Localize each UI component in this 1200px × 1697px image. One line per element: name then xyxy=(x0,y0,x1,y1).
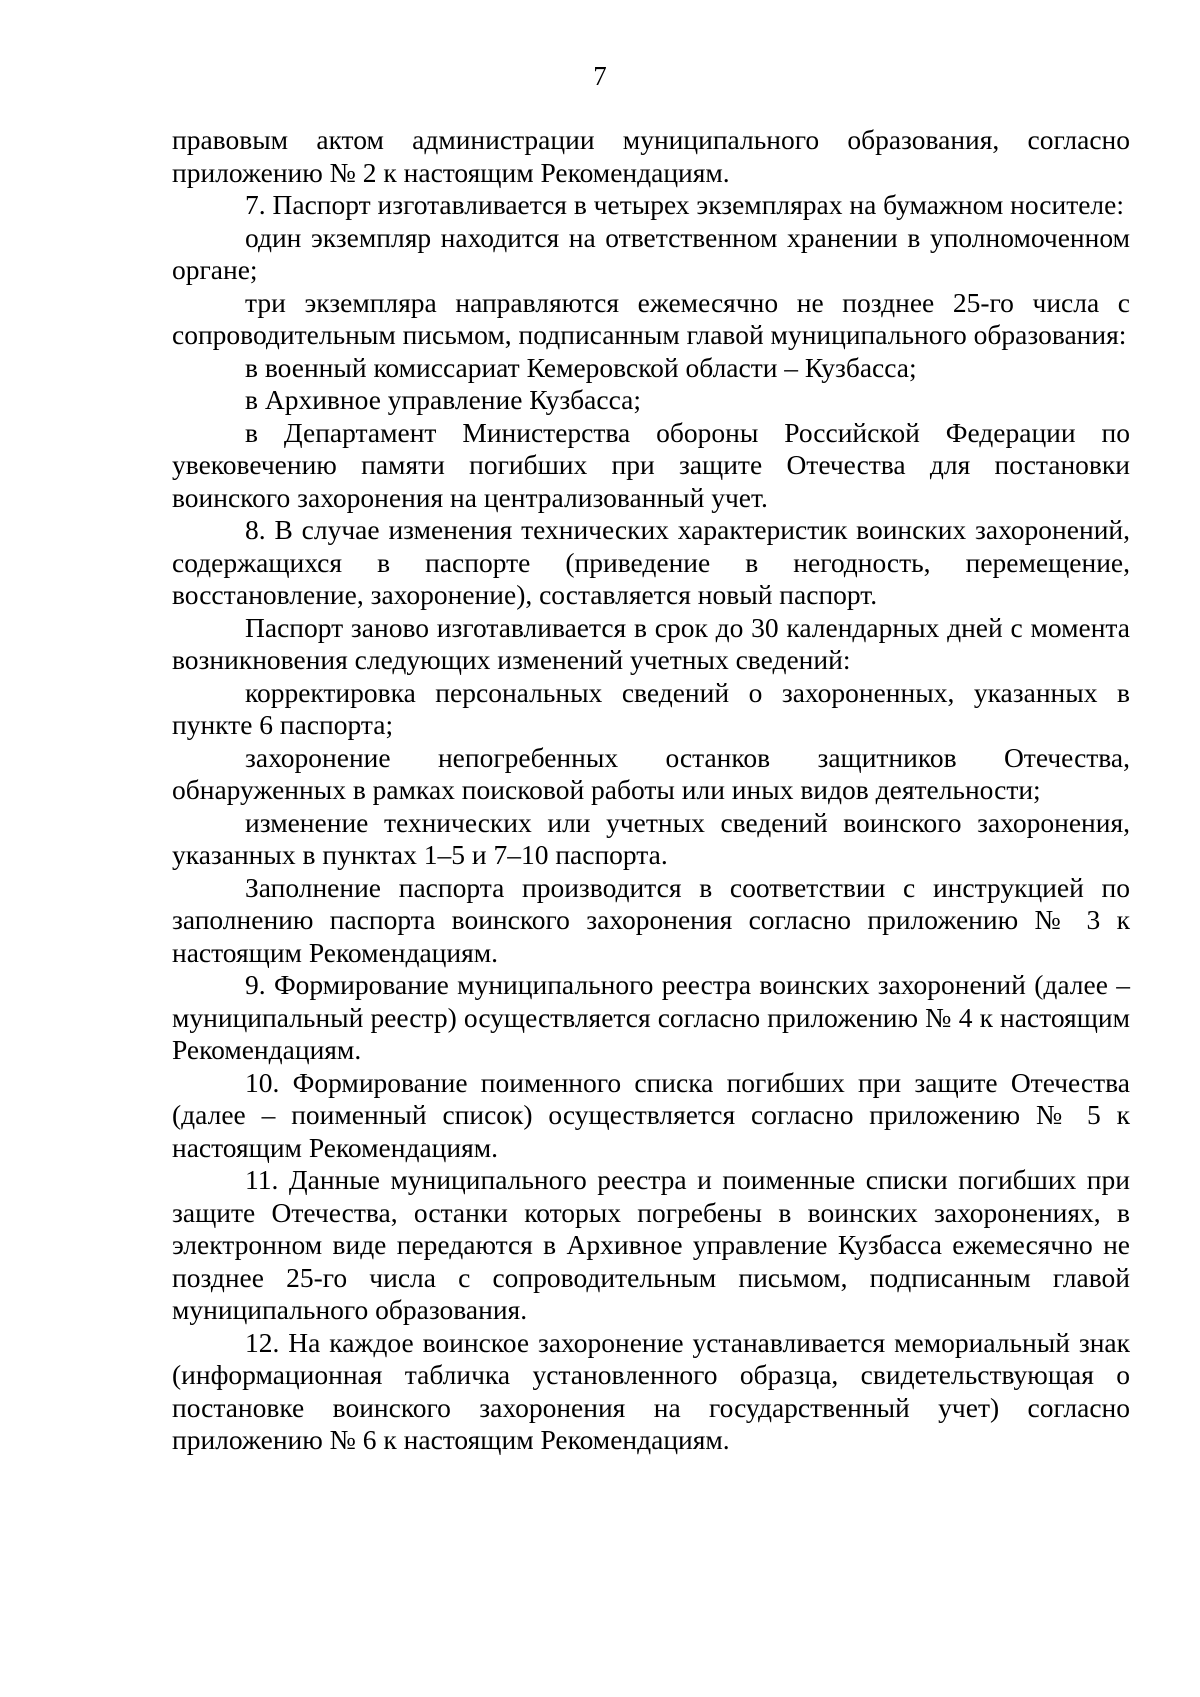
paragraph: корректировка персональных сведений о захороненных, указанных в пункте 6 паспорта; xyxy=(172,676,1130,740)
paragraph: 12. На каждое воинское захоронение устанавливается мемориальный знак (информационная табличка установленного образца, свидетельствующая о постановке воинского захоронения на государственный учет) согласно приложению № 6 к настоящим Рекомендациям. xyxy=(172,1326,1130,1455)
paragraph: в военный комиссариат Кемеровской области – Кузбасса; xyxy=(245,351,917,383)
paragraph: правовым актом администрации муниципального образования, согласно приложению № 2 к настоящим Рекомендациям. xyxy=(172,124,1130,188)
paragraph: 7. Паспорт изготавливается в четырех экземплярах на бумажном носителе: xyxy=(245,189,1125,220)
paragraph: в Архивное управление Кузбасса; xyxy=(245,384,641,415)
paragraph: изменение технических или учетных сведений воинского захоронения, указанных в пунктах 1–5 и 7–10 паспорта. xyxy=(172,806,1130,870)
paragraph: в Департамент Министерства обороны Российской Федерации по увековечению памяти погибших при защите Отечества для постановки воинского захоронения на централизованный учет. xyxy=(172,416,1130,513)
paragraph: Заполнение паспорта производится в соответствии с инструкцией по заполнению паспорта воинского захоронения согласно приложению № 3 к настоящим Рекомендациям. xyxy=(172,871,1130,968)
paragraph: один экземпляр находится на ответственном хранении в уполномоченном органе; xyxy=(172,221,1130,285)
document-body xyxy=(172,124,1130,1457)
page-number: 7 xyxy=(593,61,607,91)
paragraph: три экземпляра направляются ежемесячно не позднее 25-го числа с сопроводительным письмом, подписанным главой муниципального образования: xyxy=(172,286,1130,350)
paragraph: 10. Формирование поименного списка погибших при защите Отечества (далее – поименный список) осуществляется согласно приложению № 5 к настоящим Рекомендациям. xyxy=(172,1066,1130,1163)
paragraph: 11. Данные муниципального реестра и поименные списки погибших при защите Отечества, останки которых погребены в воинских захоронениях, в электронном виде передаются в Архивное управление Кузбасса ежемесячно не позднее 25-го числа с сопроводительным письмом, подписанным главой муниципального образования. xyxy=(172,1164,1130,1325)
paragraph: захоронение непогребенных останков защитников Отечества, обнаруженных в рамках поисковой работы или иных видов деятельности; xyxy=(172,741,1130,805)
paragraph: 9. Формирование муниципального реестра воинских захоронений (далее – муниципальный реестр) осуществляется согласно приложению № 4 к настоящим Рекомендациям. xyxy=(172,969,1130,1065)
paragraph: 8. В случае изменения технических характеристик воинских захоронений, содержащихся в паспорте (приведение в негодность, перемещение, восстановление, захоронение), составляется новый паспорт. xyxy=(172,514,1130,610)
paragraph: Паспорт заново изготавливается в срок до 30 календарных дней с момента возникновения следующих изменений учетных сведений: xyxy=(172,611,1130,675)
